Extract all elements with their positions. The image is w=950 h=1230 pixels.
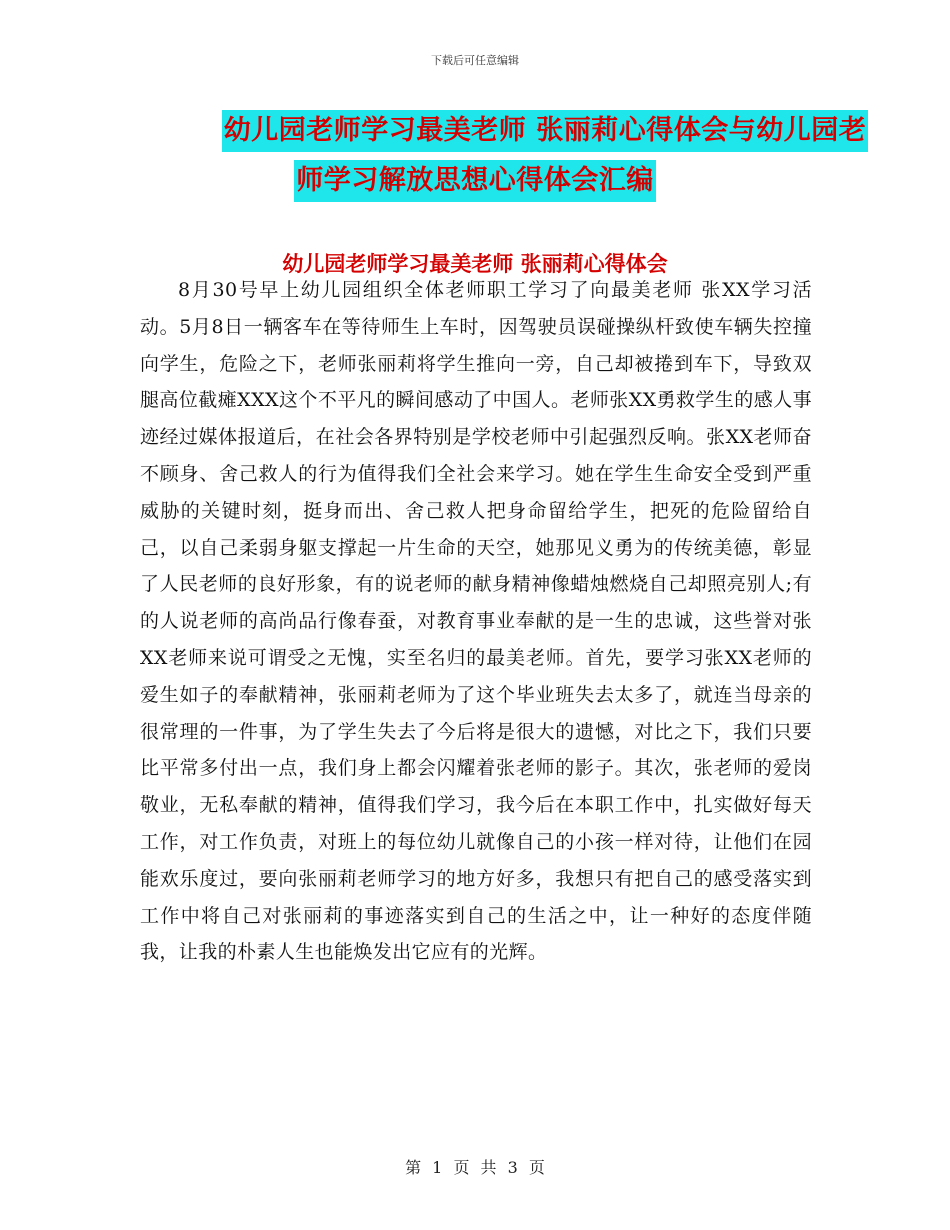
- document-title-line-2: 师学习解放思想心得体会汇编: [294, 160, 656, 202]
- page-header: 下载后可任意编辑: [431, 54, 519, 67]
- page-number: 第 1 页 共 3 页: [405, 1158, 545, 1177]
- section-title: 幼儿园老师学习最美老师 张丽莉心得体会: [282, 252, 668, 276]
- document-title-line-1: 幼儿园老师学习最美老师 张丽莉心得体会与幼儿园老: [222, 110, 868, 152]
- body-paragraph: 8月30号早上幼儿园组织全体老师职工学习了向最美老师 张XX学习活动。5月8日一辆客车在等待师生上车时，因驾驶员误碰操纵杆致使车辆失控撞向学生，危险之下，老师张丽莉将学生推向一旁，自己却被捲到车下，导致双腿高位截瘫XXX这个不平凡的瞬间感动了中国人。老师张XX勇救学生的感人事迹经过媒体报道后，在社会各界特别是学校老师中引起强烈反响。张XX老师奋不顾身、舍己救人的行为值得我们全社会来学习。她在学生生命安全受到严重威胁的关键时刻，挺身而出、舍己救人把身命留给学生，把死的危险留给自己，以自己柔弱身躯支撑起一片生命的天空，她那见义勇为的传统美德，彰显了人民老师的良好形象，有的说老师的献身精神像蜡烛燃烧自己却照亮别人;有的人说老师的高尚品行像春蚕，对教育事业奉献的是一生的忠诚，这些誉对张XX老师来说可谓受之无愧，实至名归的最美老师。首先，要学习张XX老师的爱生如子的奉献精神，张丽莉老师为了这个毕业班失去太多了，就连当母亲的很常理的一件事，为了学生失去了今后将是很大的遗憾，对比之下，我们只要比平常多付出一点，我们身上都会闪耀着张老师的影子。其次，张老师的爱岗敬业，无私奉献的精神，值得我们学习，我今后在本职工作中，扎实做好每天工作，对工作负责，对班上的每位幼儿就像自己的小孩一样对待，让他们在园能欢乐度过，要向张丽莉老师学习的地方好多，我想只有把自己的感受落实到工作中将自己对张丽莉的事迹落实到自己的生活之中，让一种好的态度伴随我，让我的朴素人生也能焕发出它应有的光辉。: [140, 279, 812, 964]
- document-title: [0, 110, 950, 202]
